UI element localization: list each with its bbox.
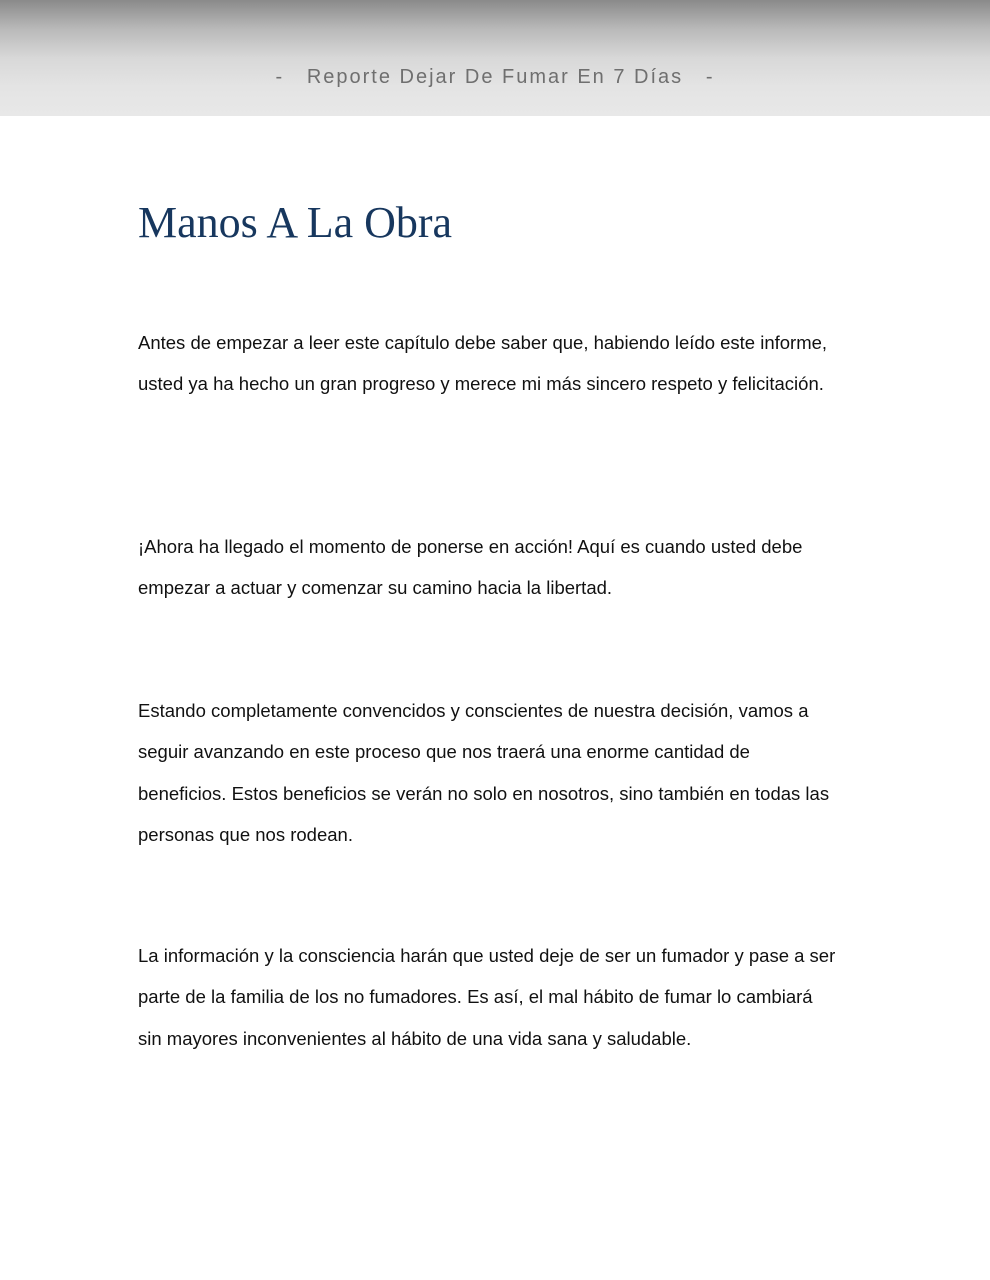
chapter-title: Manos A La Obra	[138, 198, 453, 247]
paragraph-1: Antes de empezar a leer este capítulo debe saber que, habiendo leído este informe, usted ya ha hecho un gran progreso y merece mi más sincero respeto y felicitación.	[138, 332, 828, 395]
paragraph-2: ¡Ahora ha llegado el momento de ponerse en acción! Aquí es cuando usted debe empezar a actuar y comenzar su camino hacia la libertad.	[138, 536, 803, 599]
header-title: - Reporte Dejar De Fumar En 7 Días -	[275, 66, 715, 88]
paragraph-3: Estando completamente convencidos y conscientes de nuestra decisión, vamos a seguir avanzando en este proceso que nos traerá una enorme cantidad de beneficios. Estos beneficios se verán no solo en nosotros, sino también en todas las personas que nos rodean.	[138, 700, 830, 845]
paragraph-4: La información y la consciencia harán que usted deje de ser un fumador y pase a ser parte de la familia de los no fumadores. Es así, el mal hábito de fumar lo cambiará sin mayores inconvenientes al hábito de una vida sana y saludable.	[138, 945, 836, 1049]
page-header	[0, 0, 990, 116]
